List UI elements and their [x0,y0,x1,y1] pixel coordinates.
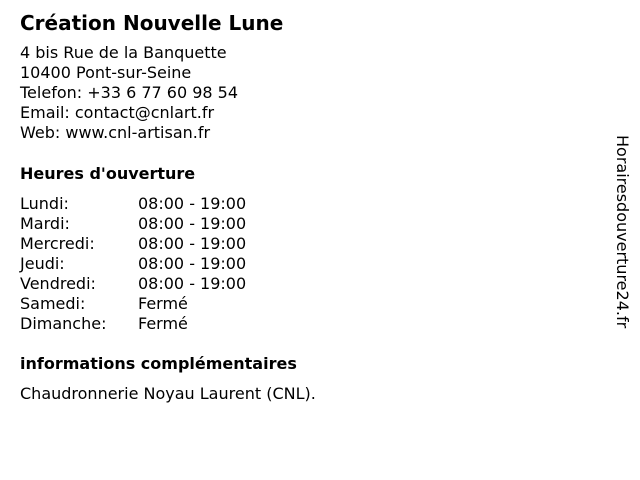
hours-day: Mardi: [20,214,70,233]
hours-time: 08:00 - 19:00 [138,214,247,233]
hours-row-sunday [20,314,246,334]
additional-info-heading: informations complémentaires [20,354,297,373]
hours-day: Vendredi: [20,274,96,293]
hours-row-tuesday [20,214,246,234]
hours-row-wednesday [20,234,246,254]
hours-time: 08:00 - 19:00 [138,234,247,253]
business-contact-block [20,43,238,143]
hours-time: 08:00 - 19:00 [138,274,247,293]
phone-line: Telefon: +33 6 77 60 98 54 [20,83,239,102]
hours-day: Mercredi: [20,234,95,253]
hours-row-friday [20,274,246,294]
hours-time: Fermé [138,294,188,313]
web-line: Web: www.cnl-artisan.fr [20,123,211,142]
hours-time: Fermé [138,314,188,333]
hours-row-monday [20,194,246,214]
hours-day: Dimanche: [20,314,107,333]
site-watermark: Horairesdouverture24.fr [613,135,632,329]
hours-time: 08:00 - 19:00 [138,254,247,273]
email-line: Email: contact@cnlart.fr [20,103,215,122]
business-name: Création Nouvelle Lune [20,11,284,35]
additional-info-text: Chaudronnerie Noyau Laurent (CNL). [20,384,316,403]
hours-row-thursday [20,254,246,274]
hours-time: 08:00 - 19:00 [138,194,247,213]
address-line-street: 4 bis Rue de la Banquette [20,43,227,62]
opening-hours-heading: Heures d'ouverture [20,164,196,183]
opening-hours-table [20,194,246,334]
hours-row-saturday [20,294,246,314]
address-line-city: 10400 Pont-sur-Seine [20,63,192,82]
hours-day: Jeudi: [20,254,65,273]
hours-day: Lundi: [20,194,69,213]
hours-day: Samedi: [20,294,86,313]
